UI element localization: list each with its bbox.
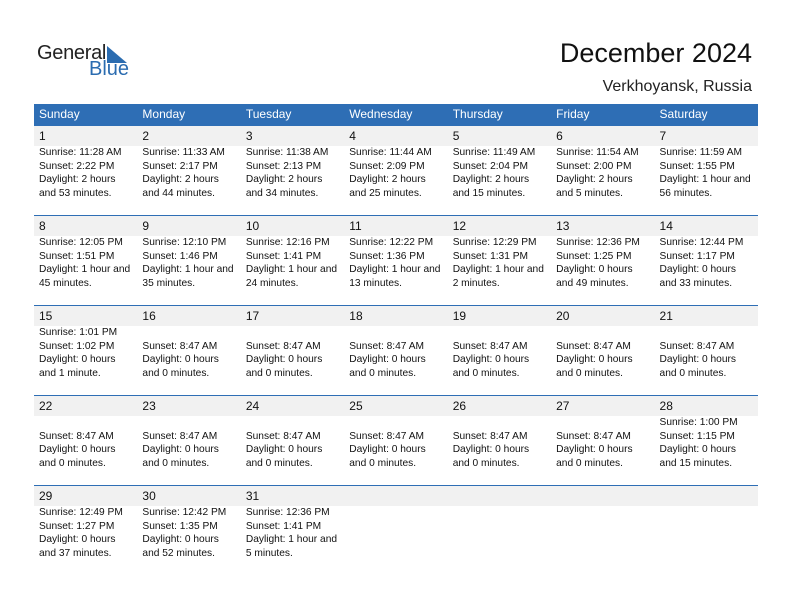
day-info-line: Sunset: 8:47 AM (659, 340, 735, 352)
day-info-line: Daylight: 2 hours (452, 174, 530, 185)
day-info-line: and 49 minutes. (556, 277, 629, 289)
day-info-line: Sunset: 8:47 AM (556, 430, 631, 442)
day-info-line: Sunrise: 12:36 PM (556, 237, 640, 248)
day-info-line: Daylight: 1 hour and (39, 264, 131, 275)
day-info-line: Daylight: 1 hour and (659, 174, 751, 185)
day-info-line: Sunset: 1:31 PM (452, 250, 529, 262)
day-cell (34, 125, 137, 200)
day-info-line: Sunset: 8:47 AM (39, 430, 114, 442)
weekday-header-saturday: Saturday (659, 107, 708, 121)
day-info-line: 13 minutes. (349, 277, 402, 289)
day-info-line: and 0 minutes. (349, 457, 417, 469)
week-cells (34, 215, 758, 290)
day-info-line (660, 326, 756, 340)
day-info-line: Sunrise: 11:54 AM (556, 147, 639, 158)
day-info-line: Sunset: 2:17 PM (142, 160, 218, 172)
day-info-line (39, 416, 135, 430)
day-info-line: Sunset: 1:41 PM (245, 520, 322, 532)
weekday-header-wednesday: Wednesday (349, 107, 413, 121)
day-number: 4 (349, 129, 356, 143)
day-cell (34, 215, 137, 290)
day-info-line: Sunrise: 12:42 PM (142, 507, 227, 518)
day-info-line: Sunrise: 12:05 PM (39, 237, 123, 248)
day-number: 3 (245, 129, 253, 143)
day-info-line: and 0 minutes. (659, 367, 727, 379)
day-info-line: Sunrise: 12:10 PM (142, 237, 227, 248)
day-info-line: Sunrise: 1:01 PM (39, 327, 118, 338)
day-info-line: and 44 minutes. (142, 187, 215, 199)
day-info-line: Daylight: 0 hours (142, 534, 219, 545)
day-info-line: Sunset: 8:47 AM (245, 340, 321, 352)
day-info-line: Sunrise: 11:28 AM (39, 147, 122, 158)
day-info-line: Sunset: 2:00 PM (556, 160, 632, 172)
day-number: 6 (556, 129, 563, 143)
day-info-line: Sunrise: 11:59 AM (659, 147, 743, 158)
day-info-line (349, 416, 445, 430)
calendar-week (34, 305, 758, 395)
day-cell (551, 305, 654, 380)
generalblue-logo (37, 42, 147, 82)
day-number: 12 (452, 219, 467, 233)
day-number: 15 (39, 309, 53, 323)
day-info-line: and 0 minutes. (452, 457, 520, 469)
day-info-line: Sunset: 1:51 PM (39, 250, 115, 262)
day-cell (241, 125, 344, 200)
day-info-line: Sunset: 8:47 AM (452, 430, 528, 442)
day-cell (241, 485, 344, 560)
day-info-line: and 25 minutes. (349, 187, 422, 199)
day-info-line: Sunset: 2:04 PM (452, 160, 529, 172)
day-info-line: Sunset: 8:47 AM (245, 430, 321, 442)
day-cell (241, 305, 344, 380)
day-info-line: and 5 minutes. (556, 187, 623, 199)
day-cell (137, 125, 240, 200)
day-number: 29 (39, 489, 53, 503)
day-number: 19 (452, 309, 467, 323)
day-info-line: Sunset: 8:47 AM (142, 430, 218, 442)
day-info-line: Daylight: 1 hour and (245, 534, 338, 545)
day-cell (655, 215, 758, 290)
day-info-line: Daylight: 1 hour and (452, 264, 544, 275)
day-number: 24 (245, 399, 260, 413)
day-info-line: Sunrise: 12:29 PM (452, 237, 537, 248)
day-cell (448, 305, 551, 380)
day-number: 11 (349, 219, 362, 233)
day-cell (34, 395, 137, 470)
day-info-line: and 0 minutes. (349, 367, 417, 379)
weekday-header-monday: Monday (142, 107, 186, 121)
day-cell (551, 125, 654, 200)
day-number: 8 (39, 219, 46, 233)
day-info-line: Sunset: 8:47 AM (349, 430, 425, 442)
day-info-line: Sunset: 8:47 AM (142, 340, 218, 352)
day-info-line: and 0 minutes. (142, 367, 210, 379)
day-number: 5 (452, 129, 460, 143)
day-info-line (556, 416, 652, 430)
day-cell (137, 305, 240, 380)
day-number: 17 (245, 309, 260, 323)
week-cells (34, 305, 758, 380)
day-info-line (246, 326, 342, 340)
calendar-week (34, 395, 758, 485)
day-info-line: Sunset: 2:09 PM (349, 160, 425, 172)
day-info-line: Sunset: 8:47 AM (452, 340, 528, 352)
day-info-line: Daylight: 0 hours (659, 354, 736, 365)
day-cell (344, 305, 447, 380)
day-cell (655, 395, 758, 470)
page-title: December 2024 (559, 38, 752, 68)
day-number: 22 (39, 399, 53, 413)
calendar-week (34, 215, 758, 305)
day-info-line: Daylight: 0 hours (659, 264, 736, 275)
day-info-line: Daylight: 0 hours (142, 444, 219, 455)
day-info-line: Daylight: 1 hour and (349, 264, 441, 275)
weekday-header-sunday: Sunday (39, 107, 80, 121)
day-info-line: Daylight: 0 hours (556, 444, 633, 455)
day-info-line: Daylight: 1 hour and (245, 264, 338, 275)
week-cells (34, 125, 758, 200)
day-info-line: Sunrise: 12:44 PM (659, 237, 744, 248)
weekday-header-thursday: Thursday (452, 107, 503, 121)
day-info-line: Sunrise: 1:00 PM (659, 417, 738, 428)
day-info-line: Daylight: 2 hours (556, 174, 633, 185)
day-cell (655, 305, 758, 380)
day-info-line: and 0 minutes. (39, 457, 106, 469)
day-info-line: Sunrise: 11:33 AM (142, 147, 225, 158)
day-info-line: and 15 minutes. (659, 457, 733, 469)
day-info-line: Daylight: 2 hours (349, 174, 426, 185)
day-info-line: Daylight: 0 hours (39, 354, 116, 365)
day-info-line: and 37 minutes. (39, 547, 112, 559)
day-cell (344, 215, 447, 290)
day-cell (137, 215, 240, 290)
day-number: 18 (349, 309, 363, 323)
day-info-line: Daylight: 0 hours (452, 354, 530, 365)
day-info-line: Sunrise: 12:22 PM (349, 237, 434, 248)
day-number: 9 (142, 219, 150, 233)
day-number: 13 (556, 219, 570, 233)
day-info-line: Sunrise: 12:36 PM (245, 507, 330, 518)
week-cells (34, 395, 758, 470)
day-info-line: Daylight: 0 hours (659, 444, 736, 455)
day-info-line: and 52 minutes. (142, 547, 215, 559)
day-info-line: Sunset: 1:35 PM (142, 520, 218, 532)
day-info-line: Daylight: 0 hours (349, 444, 426, 455)
day-number: 28 (659, 399, 673, 413)
day-number: 27 (556, 399, 570, 413)
day-info-line: Sunset: 1:15 PM (659, 430, 735, 442)
day-info-line: Sunset: 8:47 AM (349, 340, 425, 352)
day-cell (34, 305, 137, 380)
weekday-header-row (34, 104, 758, 125)
day-cell (344, 125, 447, 200)
calendar-week (34, 125, 758, 215)
day-info-line: and 0 minutes. (142, 457, 210, 469)
day-info-line (556, 326, 652, 340)
day-info-line: 24 minutes. (245, 277, 299, 289)
day-info-line: Sunset: 1:46 PM (142, 250, 218, 262)
calendar-weeks (34, 125, 758, 575)
day-info-line: 5 minutes. (245, 547, 293, 559)
day-info-line: Sunset: 1:41 PM (245, 250, 322, 262)
day-info-line: Daylight: 0 hours (245, 354, 323, 365)
day-number: 7 (659, 129, 667, 143)
day-number: 20 (556, 309, 570, 323)
day-info-line: Daylight: 0 hours (556, 354, 633, 365)
day-cell (137, 485, 240, 560)
day-info-line: and 0 minutes. (245, 457, 313, 469)
day-info-line: Daylight: 2 hours (142, 174, 219, 185)
day-info-line: and 0 minutes. (556, 457, 623, 469)
day-cell (241, 395, 344, 470)
day-info-line: Sunset: 1:02 PM (39, 340, 115, 352)
weekday-header-friday: Friday (556, 107, 590, 121)
day-info-line: and 33 minutes. (659, 277, 733, 289)
day-info-line: 2 minutes. (452, 277, 500, 289)
day-info-line: and 0 minutes. (556, 367, 623, 379)
day-number: 30 (142, 489, 156, 503)
day-number: 31 (245, 489, 260, 503)
day-info-line: Sunset: 2:22 PM (39, 160, 115, 172)
day-info-line (349, 326, 445, 340)
day-info-line (453, 326, 549, 340)
day-info-line: Daylight: 0 hours (142, 354, 219, 365)
day-info-line: Daylight: 0 hours (39, 444, 116, 455)
day-cell (137, 395, 240, 470)
day-info-line: and 0 minutes. (452, 367, 520, 379)
day-cell (344, 395, 447, 470)
day-info-line: 45 minutes. (39, 277, 92, 289)
day-info-line: and 0 minutes. (245, 367, 313, 379)
day-number: 25 (349, 399, 363, 413)
day-info-line: 35 minutes. (142, 277, 196, 289)
day-cell (448, 215, 551, 290)
day-info-line: and 34 minutes. (245, 187, 319, 199)
day-info-line: Sunset: 1:17 PM (659, 250, 735, 262)
day-info-line: and 15 minutes. (452, 187, 526, 199)
day-info-line: Sunset: 1:27 PM (39, 520, 115, 532)
day-number: 10 (245, 219, 260, 233)
day-info-line: Daylight: 0 hours (39, 534, 116, 545)
day-info-line (142, 416, 238, 430)
day-info-line: Sunset: 1:36 PM (349, 250, 425, 262)
day-number: 26 (452, 399, 467, 413)
day-cell (448, 395, 551, 470)
week-cells (34, 485, 758, 560)
day-info-line (246, 416, 342, 430)
day-number: 23 (142, 399, 156, 413)
day-info-line: Daylight: 2 hours (39, 174, 116, 185)
day-info-line: Sunrise: 11:49 AM (452, 147, 536, 158)
day-cell (655, 125, 758, 200)
day-cell (551, 395, 654, 470)
day-info-line (453, 416, 549, 430)
day-number: 21 (659, 309, 673, 323)
day-info-line: Daylight: 0 hours (349, 354, 426, 365)
day-info-line: Daylight: 0 hours (245, 444, 323, 455)
logo-word-blue: Blue (89, 58, 130, 80)
calendar-grid (34, 104, 758, 575)
location-subtitle: Verkhoyansk, Russia (602, 78, 752, 95)
day-cell (448, 125, 551, 200)
day-cell (34, 485, 137, 560)
day-info-line: Daylight: 1 hour and (142, 264, 234, 275)
day-info-line: and 53 minutes. (39, 187, 112, 199)
day-number: 16 (142, 309, 156, 323)
day-number: 14 (659, 219, 673, 233)
day-info-line: Daylight: 0 hours (452, 444, 530, 455)
day-cell (551, 215, 654, 290)
day-info-line: Daylight: 2 hours (245, 174, 323, 185)
day-cell (241, 215, 344, 290)
day-info-line: Sunset: 1:55 PM (659, 160, 735, 172)
day-info-line: Sunset: 8:47 AM (556, 340, 631, 352)
day-info-line: Sunrise: 11:38 AM (245, 147, 329, 158)
day-info-line (142, 326, 238, 340)
weekday-header-tuesday: Tuesday (245, 107, 292, 121)
day-info-line: Sunrise: 12:16 PM (245, 237, 330, 248)
day-info-line: and 1 minute. (39, 367, 101, 379)
day-number: 1 (39, 129, 46, 143)
day-number: 2 (142, 129, 150, 143)
day-info-line: Sunrise: 12:49 PM (39, 507, 123, 518)
day-info-line: 56 minutes. (659, 187, 713, 199)
day-info-line: Sunrise: 11:44 AM (349, 147, 432, 158)
day-info-line: Sunset: 1:25 PM (556, 250, 632, 262)
calendar-week (34, 485, 758, 575)
day-info-line: Daylight: 0 hours (556, 264, 633, 275)
logo-word-general: General (37, 42, 107, 64)
day-info-line: Sunset: 2:13 PM (245, 160, 322, 172)
